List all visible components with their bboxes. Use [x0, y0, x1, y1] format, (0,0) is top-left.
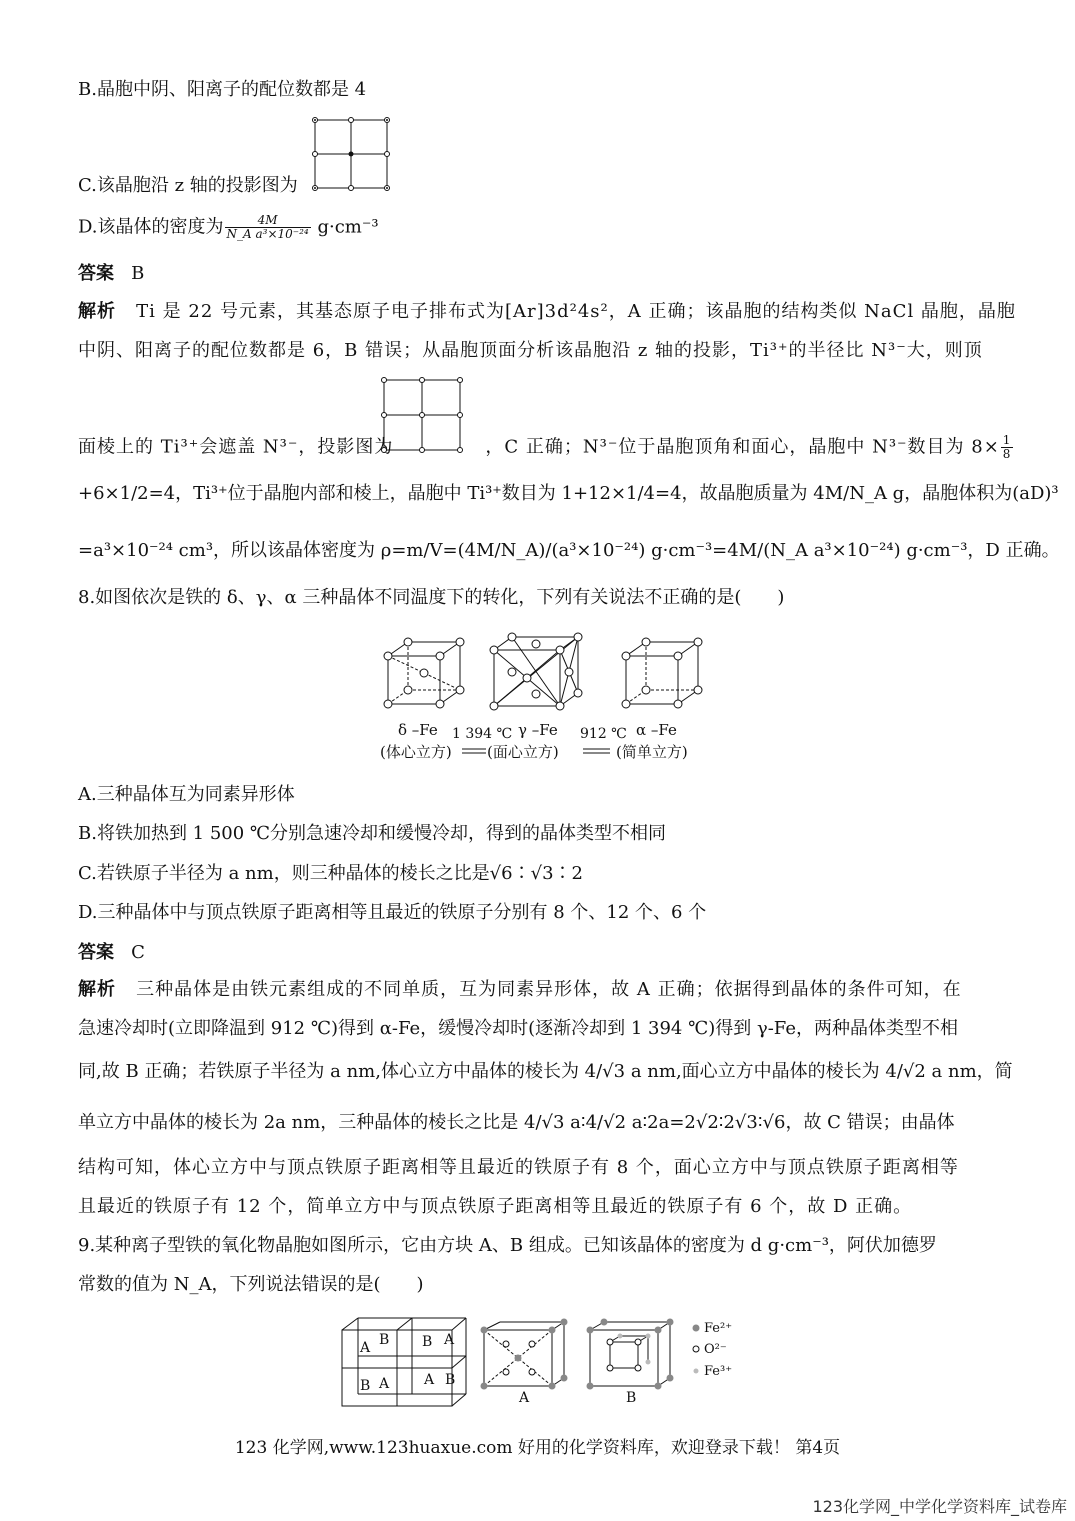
q7-analysis-line-1: 解析 Ti 是 22 号元素，其基态原子电子排布式为[Ar]3d²4s²，A 正确；该晶胞的结构类似 NaCl 晶胞，晶胞 [78, 301, 1016, 322]
q9-stem-line-2: 常数的值为 N_A，下列说法错误的是( ) [78, 1274, 424, 1295]
iron-oxide-cell-figure [338, 1314, 738, 1410]
q7-analysis-line-3: 面棱上的 Ti³⁺会遮盖 N³⁻，投影图为 ，C 正确；N³⁻位于晶胞顶角和面心，晶胞中 N³⁻数目为 8× $\frac{1}{8}$ [78, 433, 1012, 461]
q9-stem-line-1: 9.某种离子型铁的氧化物晶胞如图所示，它由方块 A、B 组成。已知该晶体的密度为 d g·cm⁻³，阿伏加德罗 [78, 1235, 937, 1256]
watermark: 123化学网_中学化学资料库_试卷库 [812, 1497, 1067, 1516]
label-cube-b: B [626, 1390, 637, 1406]
q7-option-b: B.晶胞中阴、阳离子的配位数都是 4 [78, 79, 367, 100]
legend-fe3: Fe³⁺ [704, 1364, 733, 1379]
q8-option-b: B.将铁加热到 1 500 ℃分别急速冷却和缓慢冷却，得到的晶体类型不相同 [78, 823, 667, 844]
q8-option-a: A.三种晶体互为同素异形体 [78, 784, 295, 805]
q7-option-c: C.该晶胞沿 z 轴的投影图为 [78, 175, 298, 196]
q8-analysis-line-4: 单立方中晶体的棱长为 2a nm，三种晶体的棱长之比是 4/√3 a∶4/√2 a∶2a=2√2∶2√3∶√6，故 C 错误；由晶体 [78, 1112, 955, 1133]
iron-crystal-figure [380, 632, 710, 762]
label-alpha-fe: α –Fe [636, 721, 677, 739]
label-bcc: (体心立方) [380, 743, 452, 761]
q8-analysis-line-3: 同,故 B 正确；若铁原子半径为 a nm,体心立方中晶体的棱长为 4/√3 a nm,面心立方中晶体的棱长为 4/√2 a nm，简 [78, 1061, 1013, 1082]
q8-answer: 答案 C [78, 942, 145, 963]
q8-option-c: C.若铁原子半径为 a nm，则三种晶体的棱长之比是√6∶√3∶2 [78, 863, 583, 884]
label-fcc: (面心立方) [487, 743, 559, 761]
q7-option-d: D.该晶体的密度为 $\frac{4M}{\text{N\_A a³×10⁻²⁴}}$ g·cm⁻³ [78, 213, 379, 241]
page-footer: 123 化学网,www.123huaxue.com 好用的化学资料库，欢迎登录下载！ 第4页 [234, 1438, 841, 1458]
q7-analysis-line-4: +6×1/2=4，Ti³⁺位于晶胞内部和棱上，晶胞中 Ti³⁺数目为 1+12×1/4=4，故晶胞质量为 4M/N_A g，晶胞体积为(aD)³ [78, 483, 1059, 504]
svg-text:B: B [379, 1332, 390, 1348]
legend-o2: O²⁻ [704, 1342, 727, 1357]
svg-text:A: A [379, 1376, 390, 1392]
q8-analysis-line-2: 急速冷却时(立即降温到 912 ℃)得到 α-Fe，缓慢冷却时(逐渐冷却到 1 394 ℃)得到 γ-Fe，两种晶体类型不相 [78, 1018, 958, 1039]
q8-analysis-line-6: 且最近的铁原子有 12 个，简单立方中与顶点铁原子距离相等且最近的铁原子有 6 个，故 D 正确。 [78, 1196, 913, 1217]
label-delta-fe: δ –Fe [398, 721, 438, 739]
label-sc: (简单立方) [616, 743, 688, 761]
q8-option-d: D.三种晶体中与顶点铁原子距离相等且最近的铁原子分别有 8 个、12 个、6 个 [78, 902, 707, 923]
q7-analysis-line-5: =a³×10⁻²⁴ cm³，所以该晶体密度为 ρ=m/V=(4M/N_A)/(a³×10⁻²⁴) g·cm⁻³=4M/(N_A a³×10⁻²⁴) g·cm⁻³，D 正确。 [78, 540, 1060, 561]
q7-answer: 答案 B [78, 263, 145, 284]
legend-fe2: Fe²⁺ [704, 1321, 733, 1336]
q8-stem: 8.如图依次是铁的 δ、γ、α 三种晶体不同温度下的转化，下列有关说法不正确的是( ) [78, 587, 785, 608]
label-gamma-fe: γ –Fe [518, 721, 558, 739]
svg-text:A: A [360, 1340, 371, 1356]
q8-analysis-line-1: 解析 三种晶体是由铁元素组成的不同单质，互为同素异形体，故 A 正确；依据得到晶体的条件可知，在 [78, 979, 962, 1000]
svg-text:A: A [424, 1372, 435, 1388]
projection-grid-figure [312, 117, 392, 193]
svg-text:A: A [444, 1332, 455, 1348]
label-temp-1394: 1 394 ℃ [452, 726, 513, 742]
svg-text:B: B [360, 1378, 371, 1394]
svg-text:B: B [422, 1334, 433, 1350]
q8-analysis-line-5: 结构可知，体心立方中与顶点铁原子距离相等且最近的铁原子有 8 个，面心立方中与顶点铁原子距离相等 [78, 1157, 959, 1178]
label-temp-912: 912 ℃ [580, 726, 627, 742]
q7-analysis-line-2: 中阴、阳离子的配位数都是 6，B 错误；从晶胞顶面分析该晶胞沿 z 轴的投影，Ti³⁺的半径比 N³⁻大，则顶 [78, 340, 983, 361]
label-cube-a: A [519, 1390, 530, 1406]
svg-text:B: B [445, 1372, 456, 1388]
